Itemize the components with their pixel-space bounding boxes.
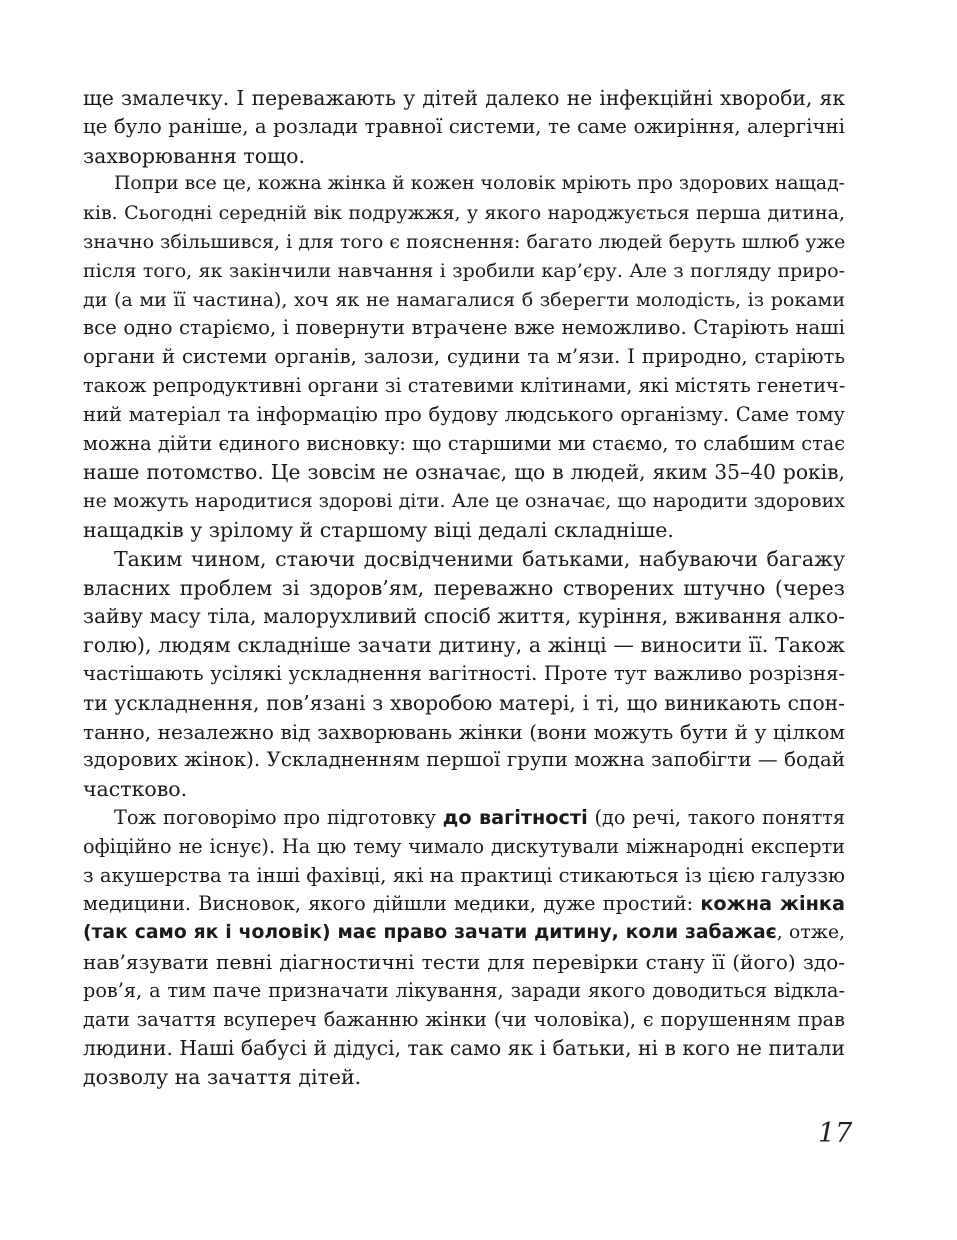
- text-line: з акушерства та інші фахівці, які на практиці стикаються із цією галуззю: [83, 863, 845, 887]
- text-line: ків. Сьогодні середній вік подружжя, у якого народжується перша дитина,: [83, 202, 845, 225]
- text-line: [83, 804, 845, 833]
- page-number: 17: [818, 1118, 853, 1149]
- text-line: ди (а ми її частина), хоч як не намагалися б зберегти молодість, із роками: [83, 288, 845, 311]
- bold-text: кожна жінка: [700, 892, 845, 916]
- text-line: голю), людям складніше зачати дитину, а жінці — виносити її. Також: [83, 633, 845, 658]
- text-run: медицини. Висновок, якого дійшли медики, дуже простий:: [83, 892, 701, 916]
- text-line: зайву масу тіла, малорухливий спосіб життя, куріння, вживання алко-: [83, 604, 845, 629]
- text-line: Таким чином, стаючи досвідченими батьками, набуваючи багажу: [114, 546, 845, 571]
- text-line: органи й системи органів, залози, судини та м’язи. І природно, старіють: [83, 345, 845, 369]
- text-line: також репродуктивні органи зі статевими клітинами, які містять генетич-: [83, 373, 846, 397]
- page-body: [83, 84, 845, 1092]
- text-line: нав’язувати певні діагностичні тести для перевірки стану її (його) здо-: [83, 949, 845, 974]
- text-line: це було раніше, а розлади травної системи, те саме ожиріння, алергічні: [83, 114, 845, 138]
- bold-text: (так само як і чоловік) має право зачати дитину, коли забажає: [83, 922, 777, 944]
- text-line: наше потомство. Це зовсім не означає, що в людей, яким 35–40 років,: [83, 460, 845, 485]
- text-line: власних проблем зі здоров’ям, переважно створених штучно (через: [83, 575, 845, 600]
- text-line: нащадків у зрілому й старшому віці дедалі складніше.: [83, 517, 674, 542]
- text-line: ний матеріал та інформацію про будову людського організму. Саме тому: [83, 402, 845, 426]
- text-line: Попри все це, кожна жінка й кожен чоловік мріють про здорових нащад-: [114, 173, 845, 195]
- paragraph: [83, 804, 845, 1092]
- text-run: , отже,: [776, 922, 845, 944]
- text-line: все одно старіємо, і повернути втрачене вже неможливо. Старіють наші: [83, 316, 845, 340]
- text-line: значно збільшився, і для того є пояснення: багато людей беруть шлюб уже: [83, 230, 846, 253]
- paragraph: [83, 170, 845, 544]
- text-line: дозволу на зачаття дітей.: [83, 1065, 362, 1090]
- text-line: офіційно не існує). На цю тему чимало дискутували міжнародні експерти: [83, 834, 845, 858]
- text-line: частішають усілякі ускладнення вагітності. Проте тут важливо розрізня-: [83, 661, 845, 685]
- text-line: захворювання тощо.: [83, 143, 305, 168]
- text-line: дати зачаття всупереч бажанню жінки (чи чоловіка), є порушенням прав: [83, 1007, 845, 1031]
- text-line: ров’я, а тим паче призначати лікування, заради якого доводиться відкла-: [83, 978, 845, 1002]
- text-line: після того, як закінчили навчання і зробили кар’єру. Але з погляду приро-: [83, 259, 845, 282]
- text-line: частково.: [83, 777, 188, 802]
- text-run: Тож поговорімо про підготовку: [114, 805, 443, 829]
- text-line: здорових жінок). Ускладненням першої групи можна запобігти — бодай: [83, 748, 845, 772]
- text-line: [83, 890, 845, 919]
- text-line: [83, 919, 845, 948]
- bold-text: до вагітності: [442, 805, 588, 829]
- paragraph: [83, 545, 845, 804]
- paragraph: [83, 84, 845, 170]
- text-line: не можуть народитися здорові діти. Але це означає, що народити здорових: [83, 490, 845, 513]
- text-line: людини. Наші бабусі й дідусі, так само як і батьки, ні в кого не питали: [83, 1036, 845, 1061]
- text-line: ще змалечку. І переважають у дітей далеко не інфекційні хвороби, як: [83, 86, 845, 110]
- text-line: можна дійти єдиного висновку: що старшими ми стаємо, то слабшим стає: [83, 431, 845, 455]
- text-line: ти ускладнення, пов’язані з хворобою матері, і ті, що виникають спон-: [83, 690, 845, 715]
- text-run: (до речі, такого поняття: [587, 805, 846, 829]
- text-line: танно, незалежно від захворювань жінки (вони можуть бути й у цілком: [83, 719, 845, 744]
